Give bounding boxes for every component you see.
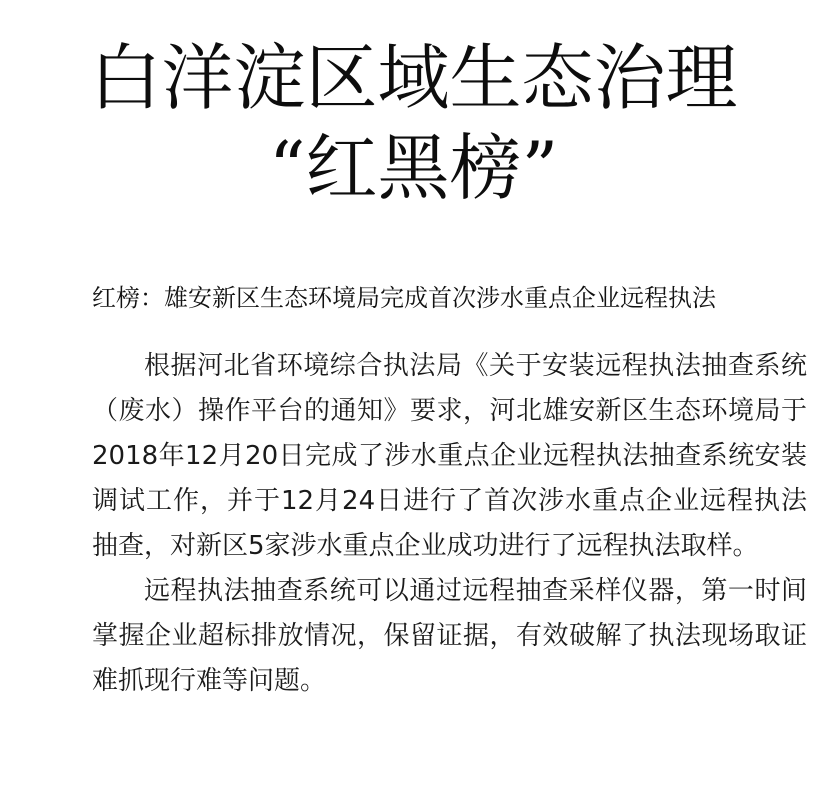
paragraph-2: 远程执法抽查系统可以通过远程抽查采样仪器，第一时间掌握企业超标排放情况，保留证据，有效破解了执法现场取证难抓现行难等问题。 [92,576,807,696]
page-title: 白洋淀区域生态治理 [89,36,738,120]
paragraph-1: 根据河北省环境综合执法局《关于安装远程执法抽查系统（废水）操作平台的通知》要求，河北雄安新区生态环境局于2018年12月20日完成了涉水重点企业远程执法抽查系统安装调试工作，并于12月24日进行了首次涉水重点企业远程执法抽查，对新区5家涉水重点企业成功进行了远程执法取样。 [92,351,807,561]
article-body [92,344,807,704]
section-heading: 红榜：雄安新区生态环境局完成首次涉水重点企业远程执法 [92,284,716,312]
page-subtitle: “红黑榜” [268,126,559,210]
